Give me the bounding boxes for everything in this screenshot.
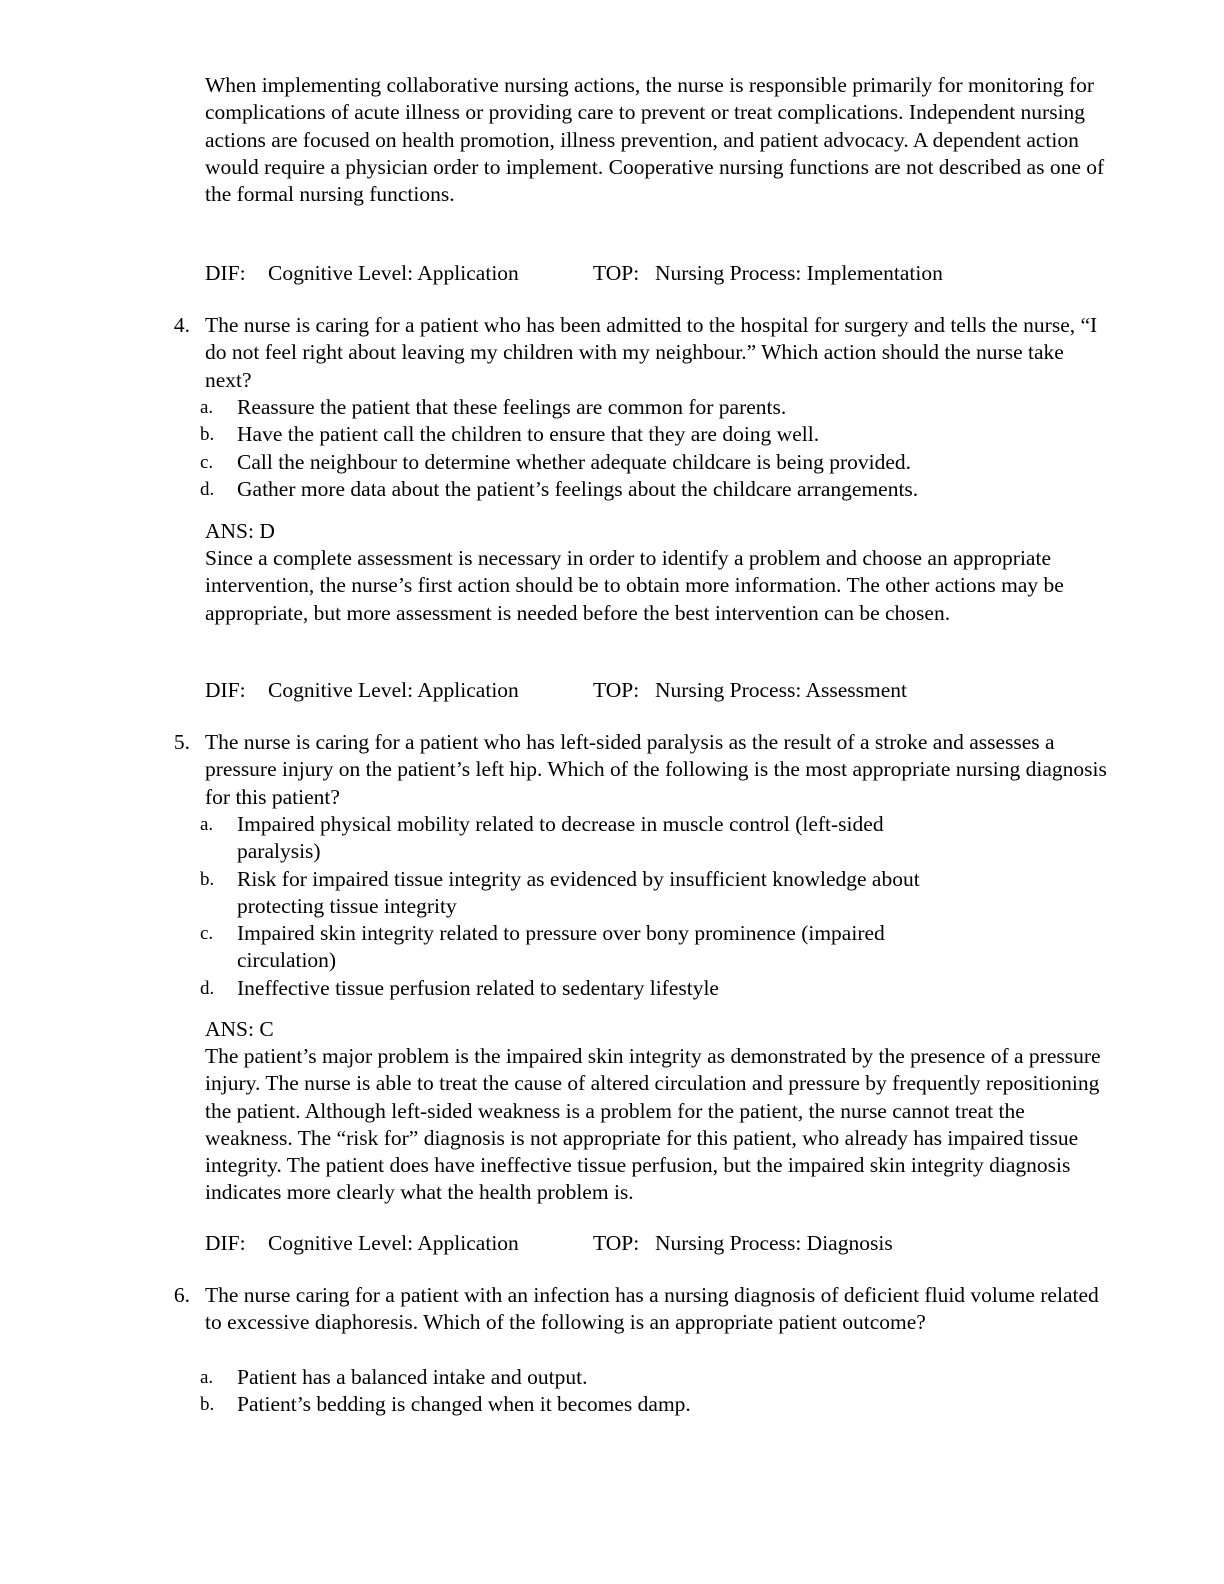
option-letter: c. [200,452,214,473]
question-4-answer: ANS: D [205,519,275,543]
option-text: Impaired physical mobility related to decrease in muscle control (left-sided paralysis) [237,812,884,864]
option-text: Reassure the patient that these feelings are common for parents. [237,395,787,419]
question-4-stem: The nurse is caring for a patient who has been admitted to the hospital for surgery and tells the nurse, “I do not feel right about leaving my children with my neighbour.” Which action should the nurse take next? [205,313,1098,392]
q4-dif-value: Cognitive Level: Application [268,678,519,702]
q3-top-value: Nursing Process: Implementation [655,261,943,285]
option-text: Risk for impaired tissue integrity as evidenced by insufficient knowledge about protecting tissue integrity [237,867,920,919]
option-text: Gather more data about the patient’s feelings about the childcare arrangements. [237,477,919,501]
question-5-answer: ANS: C [205,1017,274,1041]
question-4-rationale: Since a complete assessment is necessary in order to identify a problem and choose an appropriate intervention, the nurse’s first action should be to obtain more information. The other actions may be appropriate, but more assessment is needed before the best intervention can be chosen. [205,546,1064,625]
q5-dif-label: DIF: [205,1231,246,1255]
question-5-stem: The nurse is caring for a patient who has left-sided paralysis as the result of a stroke and assesses a pressure injury on the patient’s left hip. Which of the following is the most appropriate nursing diagnosis for this patient? [205,730,1107,809]
question-6-stem: The nurse caring for a patient with an infection has a nursing diagnosis of deficient fluid volume related to excessive diaphoresis. Which of the following is an appropriate patient outcome? [205,1283,1099,1335]
option-letter: b. [200,424,215,445]
question-5-number: 5. [173,730,190,754]
q3-top-label: TOP: [593,261,640,285]
option-letter: a. [200,1367,214,1388]
question-6-number: 6. [173,1283,190,1307]
option-text: Patient’s bedding is changed when it becomes damp. [237,1392,691,1416]
q5-top-label: TOP: [593,1231,640,1255]
option-text: Have the patient call the children to ensure that they are doing well. [237,422,820,446]
option-letter: a. [200,814,214,835]
option-text: Ineffective tissue perfusion related to sedentary lifestyle [237,976,719,1000]
option-letter: a. [200,397,214,418]
q4-dif-label: DIF: [205,678,246,702]
option-letter: d. [200,978,215,999]
option-text: Call the neighbour to determine whether adequate childcare is being provided. [237,450,912,474]
q3-rationale: When implementing collaborative nursing actions, the nurse is responsible primarily for monitoring for complications of acute illness or providing care to prevent or treat complications. Independent nursing actions are focused on health promotion, illness prevention, and patient advocacy. A dependent action would require a physician order to implement. Cooperative nursing functions are not described as one of the formal nursing functions. [205,73,1105,207]
option-letter: d. [200,479,215,500]
q5-top-value: Nursing Process: Diagnosis [655,1231,893,1255]
question-4-number: 4. [173,313,190,337]
option-letter: b. [200,1394,215,1415]
question-5-rationale: The patient’s major problem is the impaired skin integrity as demonstrated by the presence of a pressure injury. The nurse is able to treat the cause of altered circulation and pressure by frequently repositioning the patient. Although left-sided weakness is a problem for the patient, the nurse cannot treat the weakness. The “risk for” diagnosis is not appropriate for this patient, who already has impaired tissue integrity. The patient does have ineffective tissue perfusion, but the impaired skin integrity diagnosis indicates more clearly what the health problem is. [205,1044,1101,1205]
option-letter: b. [200,869,215,890]
q4-top-label: TOP: [593,678,640,702]
q3-dif-value: Cognitive Level: Application [268,261,519,285]
q4-top-value: Nursing Process: Assessment [655,678,908,702]
q5-dif-value: Cognitive Level: Application [268,1231,519,1255]
option-letter: c. [200,923,214,944]
q3-dif-label: DIF: [205,261,246,285]
option-text: Patient has a balanced intake and output. [237,1365,588,1389]
option-text: Impaired skin integrity related to pressure over bony prominence (impaired circulation) [237,921,885,973]
